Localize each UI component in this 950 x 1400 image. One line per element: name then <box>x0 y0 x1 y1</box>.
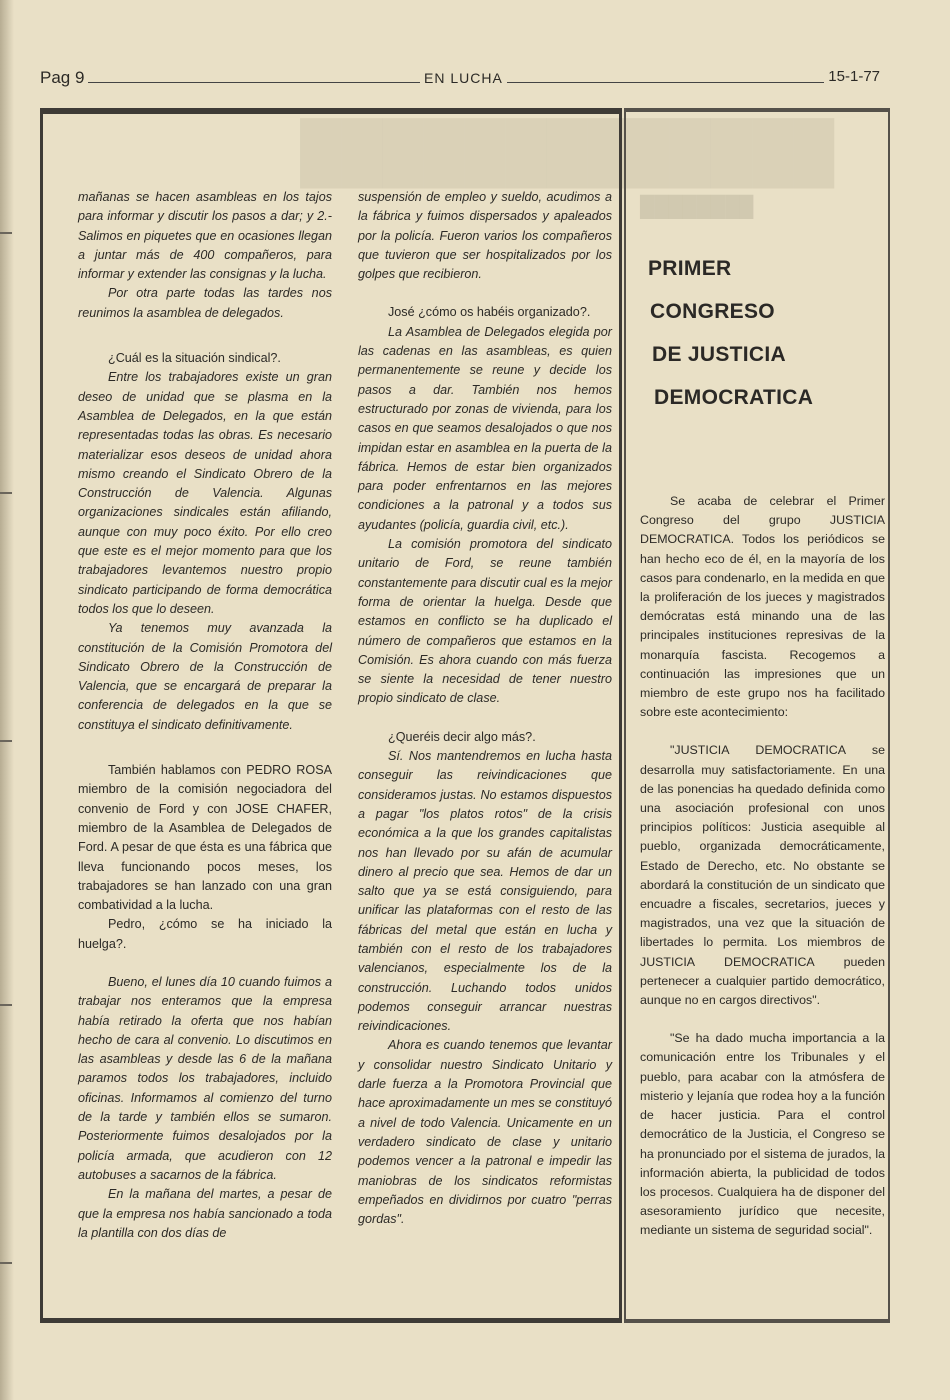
paragraph: También hablamos con PEDRO ROSA miembro de la comisión negociadora del convenio de Ford y con JOSE CHAFER, miembro de la Asamblea de Delegados de Ford. A pesar de que ésta es una fábrica que lleva funcionando pocos meses, los trabajadores se han lanzado con una gran combatividad a la lucha. <box>78 763 332 913</box>
binder-mark <box>0 740 12 742</box>
headline-line: DEMOCRATICA <box>654 386 814 409</box>
binder-mark <box>0 1262 12 1264</box>
paragraph: Entre los trabajadores existe un gran deseo de unidad que se plasma en la Asamblea de Delegados, en la que están representadas todas las obras. Es necesario materializar esos deseos de unidad ahora mismo creando el Sindicato Obrero de la Construcción de Valencia. Algunas organizaciones sindicales están afiliando, aunque con muy poco éxito. Por ello creo que este es el mejor momento para que los trabajadores levantemos nuestro propio sindicato participando de forma democrática todos los que lo deseen. <box>78 370 332 616</box>
paragraph: La comisión promotora del sindicato unitario de Ford, se reune también constantemente para discutir cual es la mejor forma de orientar la huelga. Desde que estamos en conflicto se ha duplicado el número de compañeros que estamos en la Comisión. Es ahora cuando con más fuerza se siente la necesidad de tener nuestro propio sindicato de clase. <box>358 537 612 706</box>
headline-line: PRIMER <box>648 257 732 280</box>
paragraph: Se acaba de celebrar el Primer Congreso del grupo JUSTICIA DEMOCRATICA. Todos los periódicos se han hecho eco de él, en la mayoría de los casos para condenarlo, en la medida en que la proliferación de los jueces y magistrados demócratas está minando una de las principales instituciones represivas de la monarquía fascista. Recogemos a continuación las impresiones que un miembro de este grupo nos ha facilitado sobre este acontecimiento: <box>640 494 885 720</box>
paragraph: En la mañana del martes, a pesar de que la empresa nos había sancionado a toda la plantilla con dos días de <box>78 1187 332 1240</box>
bleed-through-ghost-small: ████████ <box>640 196 754 218</box>
interview-question: ¿Cuál es la situación sindical?. <box>108 351 281 366</box>
sidebar-headline <box>648 247 878 419</box>
binder-mark <box>0 492 12 494</box>
paragraph: "Se ha dado mucha importancia a la comunicación entre los Tribunales y el pueblo, para acabar con la atmósfera de misterio y lejanía que rodea hoy a la función de hacer justicia. Para el control democrático de la Justicia, el Congreso se ha pronunciado por el sistema de jurados, la información abierta, la publicidad de todos los procesos. Cualquiera ha de disponer del asesoramiento jurídico que necesite, mediante un sistema de seguridad social". <box>640 1031 885 1238</box>
publication-title: EN LUCHA <box>420 70 507 86</box>
paragraph: suspensión de empleo y sueldo, acudimos a la fábrica y fuimos dispersados y apaleados por la policía. Fueron varios los compañeros que tuvieron que ser hospitalizados por los golpes que recibieron. <box>358 190 612 282</box>
page-number: Pag 9 <box>40 68 88 88</box>
headline-line: CONGRESO <box>650 300 775 323</box>
paragraph: La Asamblea de Delegados elegida por las cadenas en las asambleas, es quien permanentemente se reune y decide los pasos a dar. También nos hemos estructurado por zonas de vivienda, para los casos en que seamos desalojados o que nos impidan estar en asamblea en la puerta de la fábrica. Hemos de estar bien organizados para poder enfrentarnos en las mejores condiciones a la patronal y a todos sus ayudantes (policía, guardia civil, etc.). <box>358 324 612 532</box>
paragraph: Ya tenemos muy avanzada la constitución de la Comisión Promotora del Sindicato Obrero de la Construcción de Valencia, que se encargará de preparar la conferencia de delegados en la que se constituya el sindicato definitivamente. <box>78 621 332 732</box>
issue-date: 15-1-77 <box>824 68 880 85</box>
binder-mark <box>0 232 12 234</box>
bleed-through-ghost: █████████████ <box>300 119 835 184</box>
page-edge-shadow <box>0 0 14 1400</box>
paragraph: "JUSTICIA DEMOCRATICA se desarrolla muy satisfactoriamente. En una de las ponencias ha quedado definida como una asociación profesional con unos principios políticos: Justicia asequible al pueblo, organizada democráticamente, Estado de Derecho, etc. No obstante se abordará la constitución de un sindicato que encuadre a fiscales, secretarios, jueces y magistrados, una vez que la situación de libertades lo permita. Los miembros de JUSTICIA DEMOCRATICA pueden pertenecer a cualquier partido democrático, aunque no en cargos directivos". <box>640 743 885 1008</box>
interview-question: ¿Queréis decir algo más?. <box>388 729 536 744</box>
paragraph: mañanas se hacen asambleas en los tajos para informar y discutir los pasos a dar; y 2.- Salimos en piquetes que en ocasiones llegan a juntar más de 400 compañeros, para informar y extender las consignas y la lucha. <box>78 190 332 282</box>
binder-mark <box>0 1004 12 1006</box>
interview-question: José ¿cómo os habéis organizado?. <box>388 305 591 320</box>
paragraph: Por otra parte todas las tardes nos reunimos la asamblea de delegados. <box>78 286 332 320</box>
headline-line: DE JUSTICIA <box>652 343 786 366</box>
paragraph: Sí. Nos mantendremos en lucha hasta conseguir las reivindicaciones que consideramos justas. No estamos dispuestos a pagar "los platos rotos" de la crisis económica a la que los grandes capitalistas nos han llevado por su afán de acumular dinero al precio que sea. Hemos de dar un salto que ya se está consiguiendo, para unificar las plataformas con el resto de las fábricas del metal que están en lucha y también con el resto de los trabajadores valencianos, especialmente los de la construcción. Luchando todos unidos podemos conseguir arrancar nuestras reivindicaciones. <box>358 749 612 1034</box>
interview-question: Pedro, ¿cómo se ha iniciado la huelga?. <box>78 917 332 951</box>
article-column-2 <box>358 188 612 1229</box>
paragraph: Ahora es cuando tenemos que levantar y consolidar nuestro Sindicato Unitario y darle fuerza a la Promotora Provincial que hace aproximadamente un mes se constituyó a nivel de todo Valencia. Unicamente en un verdadero sindicato de clase y unitario podemos vencer a la patronal e impedir las maniobras de los sindicatos reformistas empeñados en dividirnos por cuatro "perras gordas". <box>358 1038 612 1227</box>
paragraph: Bueno, el lunes día 10 cuando fuimos a trabajar nos enteramos que la empresa había retirado la oferta que nos habían hecho de cara al convenio. Lo discutimos en las asambleas y desde las 6 de la mañana paramos todos los trabajadores, incluido oficinas. Informamos al comienzo del turno de la tarde y también ellos se sumaron. Posteriormente fuimos desalojados por la policía armada, que acudieron con 12 autobuses a sacarnos de la fábrica. <box>78 974 332 1182</box>
page-header <box>40 62 880 92</box>
article-column-1 <box>78 188 332 1243</box>
sidebar-column <box>640 492 885 1241</box>
